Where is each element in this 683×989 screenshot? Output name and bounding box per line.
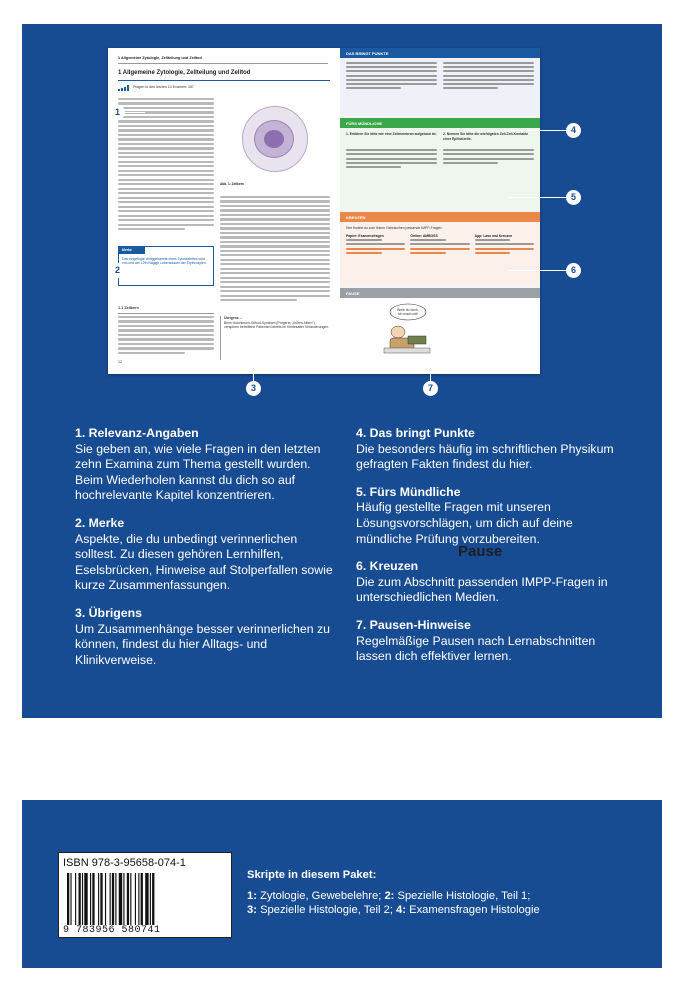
barcode-icon (67, 873, 227, 925)
legend-title: 7. Pausen-Hinweise (356, 617, 471, 632)
callout-2: 2 (110, 263, 125, 278)
legend-title: 5. Fürs Mündliche (356, 484, 461, 499)
cell-figure (220, 98, 330, 190)
legend-body: Um Zusammenhänge besser verinnerlichen zu können, findest du hier Alltags- und Klinikverweise. (75, 621, 330, 667)
svg-text:ich mach mit!: ich mach mit! (398, 312, 418, 316)
callout-1: 1 (110, 105, 125, 120)
isbn-text: ISBN 978-3-95658-074-1 (63, 857, 186, 869)
barcode-digits: 9 783956 580741 (63, 925, 161, 936)
running-head: 1 Allgemeine Zytologie, Zellteilung und Zelltod (118, 56, 328, 64)
legend-item-muendliche (356, 485, 618, 547)
legend-item-relevanz (75, 426, 337, 504)
legend-title: 1. Relevanz-Angaben (75, 426, 199, 440)
merke-label: Merke (119, 247, 145, 254)
body-text-column-2 (220, 196, 330, 304)
uebrigens-label: Übrigens ... (224, 316, 243, 320)
body-text-column-3 (118, 316, 214, 356)
legend-item-uebrigens (75, 606, 337, 668)
kreuzen-box (340, 212, 540, 286)
legend-item-pausen (356, 618, 618, 665)
callout-6: 6 (566, 263, 581, 278)
legend-title: 3. Übrigens (75, 605, 142, 620)
relevance-text: Fragen in den letzten 10 Examen: 157 (133, 85, 194, 89)
chapter-title: 1 Allgemeine Zytologie, Zellteilung und Zelltod (118, 69, 330, 81)
legend-title: 4. Das bringt Punkte (356, 426, 475, 440)
kreuzen-app: App: Lass mal Kreuzen (474, 233, 513, 238)
legend-right-column (356, 426, 618, 677)
legend-body: Die zum Abschnitt passenden IMPP-Fragen in unterschiedlichen Medien. (356, 574, 608, 605)
left-page (108, 48, 340, 374)
uebrigens-text: Beim Hutchinson-Gilford-Syndrom (Progerie, „frühes Altern“) verspüren betroffene Patienten bereits im Kindesalter Veränderungen. (224, 320, 330, 330)
skripte-heading: Skripte in diesem Paket: (247, 869, 377, 881)
legend-item-bringt-punkte (356, 426, 618, 473)
legend-title: 6. Kreuzen (356, 559, 419, 574)
kreuzen-paper: Papier: Examensfragen (346, 233, 384, 238)
callout-4: 4 (566, 123, 581, 138)
oral-question-1: 1. Erklären Sie bitte wie eine Zellmembran aufgebaut ist. (346, 132, 437, 136)
legend-body: Häufig gestellte Fragen mit unseren Lösungsvorschlägen, um dich auf deine mündliche Prüfung vorzubereiten. (356, 500, 573, 546)
merke-text: Das eingefügte Wiriggenannte eines Zytoskelettes wird von und der 12th Nägige Lebensdauer der Erythrozyten. (122, 256, 207, 266)
callout-3: 3 (246, 381, 261, 396)
oral-question-2: 2. Nennen Sie bitte die wichtigsten Zell-Zell-Kontakte einer Epithelzelle. (443, 132, 529, 141)
bar-chart-icon (118, 85, 130, 91)
merke-box (118, 246, 214, 286)
legend-body: Sie geben an, wie viele Fragen in den letzten zehn Examina zum Thema gestellt wurden. Beim Wiederholen kannst du dich so auf hochrelevante Kapitel konzentrieren. (75, 441, 321, 503)
bringt-punkte-header: DAS BRINGT PUNKTE (340, 48, 540, 58)
legend-body: Regelmäßige Pausen nach Lernabschnitten lassen dich effektiver lernen. (356, 633, 596, 664)
skripte-line-2: 3: Spezielle Histologie, Teil 2; 4: Examensfragen Histologie (247, 904, 540, 916)
fuers-muendliche-header: FÜRS MÜNDLICHE (340, 118, 540, 128)
body-text-column (118, 98, 214, 233)
legend-item-merke (75, 516, 337, 594)
pause-header: PAUSE (340, 288, 540, 298)
legend-title: 2. Merke (75, 515, 125, 530)
skripte-line-1: 1: Zytologie, Gewebelehre; 2: Spezielle Histologie, Teil 1; (247, 889, 531, 902)
kreuzen-header: KREUZEN (340, 212, 540, 222)
uebrigens-box (220, 316, 330, 360)
figure-caption: Abb. 1: Zellkern (220, 182, 244, 186)
page-number: 12 (118, 360, 122, 364)
callout-5: 5 (566, 190, 581, 205)
kreuzen-online: Online: AMBOSS (410, 233, 438, 238)
skripte-list (247, 868, 647, 918)
nucleus-illustration (264, 130, 284, 148)
relevance-indicator (118, 84, 330, 92)
kreuzen-intro: Hier findest du zum linken Gebrauchen passende IMPP-Fragen: (346, 226, 443, 230)
legend-body: Aspekte, die du unbedingt verinnerlichen solltest. Zu diesen gehören Lernhilfen, Eselsbrücken, Hinweise auf Stolperfallen sowie kurze Zusammenfassungen. (75, 531, 333, 593)
pause-cartoon-icon (378, 302, 438, 356)
pause-word: Pause (458, 543, 503, 560)
section-heading: 1.1 Zellkern (118, 306, 214, 314)
bringt-punkte-box (340, 48, 540, 116)
legend-item-kreuzen (356, 559, 618, 606)
svg-text:Bleib du doch,: Bleib du doch, (397, 308, 419, 312)
legend-left-column (75, 426, 337, 680)
legend-body: Die besonders häufig im schriftlichen Physikum gefragten Fakten findest du hier. (356, 441, 614, 472)
isbn-barcode (58, 852, 232, 938)
callout-7: 7 (423, 381, 438, 396)
